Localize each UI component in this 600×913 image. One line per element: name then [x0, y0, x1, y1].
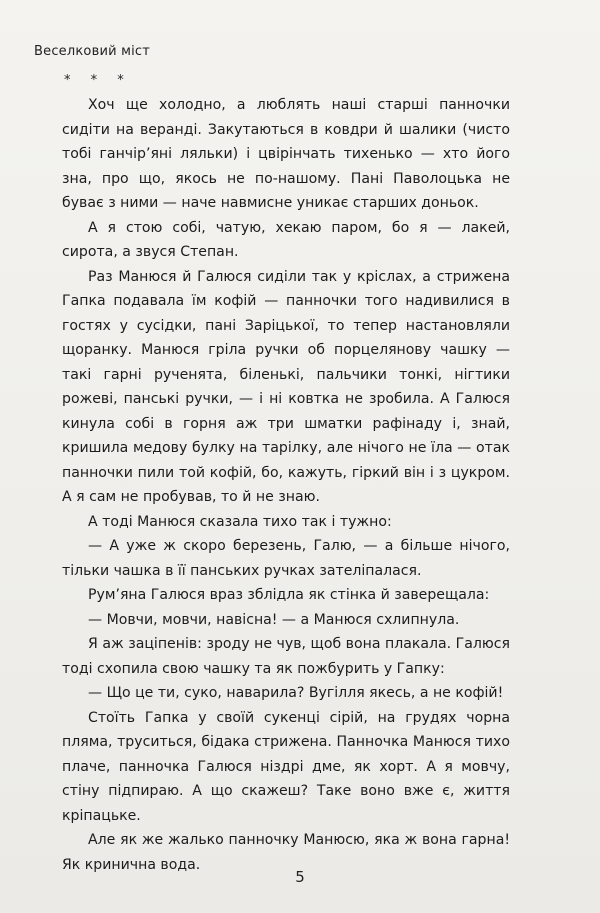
body-text [62, 93, 510, 877]
running-head: Веселковий міст [34, 44, 151, 59]
paragraph: — Мовчи, мовчи, навісна! — а Манюся схлипнула. [88, 611, 460, 628]
paragraph: Рум’яна Галюся враз зблідла як стінка й заверещала: [88, 587, 490, 603]
paragraph: Але як же жалько панночку Манюсю, яка ж вона гарна! Як кринична вода. [62, 832, 510, 873]
paragraph: — Що це ти, суко, наварила? Вугілля якесь, а не кофій! [88, 685, 504, 701]
section-break: * * * [64, 73, 132, 88]
paragraph: Стоїть Гапка у своїй сукенці сірій, на грудях чорна пляма, труситься, бідака стрижена. Панночка Манюся тихо плаче, панночка Галюся ніздрі дме, як хорт. А я мовчу, стіну підпираю. А що скажеш? Таке воно вже є, життя кріпацьке. [62, 709, 510, 824]
paragraph: А тоді Манюся сказала тихо так і тужно: [88, 513, 392, 530]
page-number: 5 [295, 868, 305, 886]
paragraph: Хоч ще холодно, а люблять наші старші панночки сидіти на веранді. Закутаються в ковдри й шалики (чисто тобі ганчір’яні ляльки) і цвірінчать тихенько — хто його зна, про що, якось не по-нашому. Пані Паволоцька не буває з ними — наче навмисне уникає старших доньок. [62, 97, 510, 211]
paragraph: Я аж заціпенів: зроду не чув, щоб вона плакала. Галюся тоді схопила свою чашку та як пожбурить у Гапку: [62, 636, 510, 677]
paragraph: — А уже ж скоро березень, Галю, — а більше нічого, тільки чашка в її панських ручках зателіпалася. [62, 538, 510, 579]
paragraph: А я стою собі, чатую, хекаю паром, бо я — лакей, сирота, а звуся Степан. [62, 219, 510, 260]
paragraph: Раз Манюся й Галюся сиділи так у кріслах, а стрижена Гапка подавала їм кофій — панночки того надивилися в гостях у сусідки, пані Зарiцької, то тепер настановляли щоранку. Манюся гріла ручки об порцелянову чашку — такі гарні рученята, біленькі, пальчики тонкі, нігтики рожеві, панські ручки, — і ні ковтка не зробила. А Галюся кинула собі в горня аж три шматки рафінаду і, знай, кришила медову булку на тарілку, але нічого не їла — отак панночки пили той кофій, бо, кажуть, гіркий він і з цукром. А я сам не пробував, то й не знаю. [62, 268, 510, 505]
